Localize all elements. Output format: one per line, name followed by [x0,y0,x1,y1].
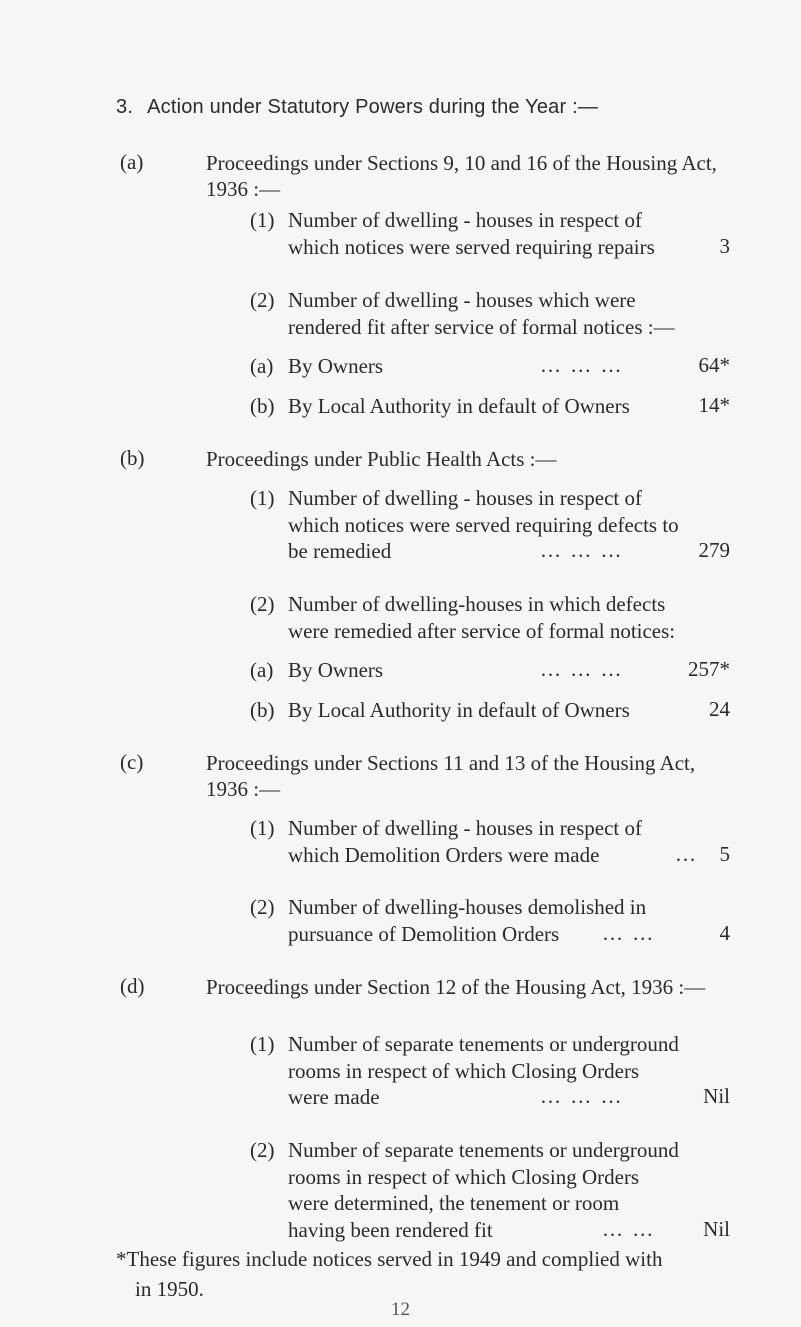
subitem-text: By Local Authority in default of Owners [288,698,630,722]
item-text: Number of dwelling-houses in which defects were remedied after service of formal notices: [288,592,676,643]
section-title: Proceedings under Public Health Acts :— [206,447,557,471]
item-value: Nil [703,1084,730,1108]
section-title: Proceedings under Sections 11 and 13 of the Housing Act, 1936 :— [206,751,696,801]
item-label: (2) [250,1138,275,1162]
item-text: Number of dwelling - houses in respect of which Demolition Orders were made [288,816,642,867]
item-value: 257* [688,657,730,681]
item-value: 64* [698,353,730,377]
section-title: Proceedings under Section 12 of the Housing Act, 1936 :— [206,975,706,999]
item-label: (2) [250,895,275,919]
section-label: (a) [120,150,144,174]
item-value: 279 [698,538,730,562]
item-label: (2) [250,288,275,312]
item-value: Nil [703,1217,730,1241]
item-text: Number of dwelling - houses in respect of which notices were served requiring defects to be remedied [288,486,679,563]
page-number: 12 [391,1299,410,1320]
item-value: 4 [719,921,730,945]
subitem-label: (a) [250,354,274,378]
footnote-line-1: *These figures include notices served in 1949 and complied with [116,1247,663,1271]
item-label: (1) [250,816,275,840]
leader-dots: … … … [540,353,624,377]
subitem-label: (a) [250,658,274,682]
section-label: (b) [120,446,145,470]
subitem-label: (b) [250,394,275,418]
item-label: (1) [250,208,275,232]
leader-dots: … [675,842,698,866]
subitem-text: By Owners [288,354,384,378]
section-label: (d) [120,974,145,998]
item-text: Number of separate tenements or underground rooms in respect of which Closing Orders were made [288,1032,679,1109]
item-value: 5 [719,842,730,866]
subitem-text: By Owners [288,658,384,682]
item-value: 3 [719,234,730,258]
item-label: (2) [250,592,275,616]
heading-text: Action under Statutory Powers during the Year :— [147,96,599,118]
subitem-label: (b) [250,698,275,722]
footnote-line-2: in 1950. [135,1277,204,1301]
item-label: (1) [250,1032,275,1056]
item-value: 14* [698,393,730,417]
item-value: 24 [709,697,730,721]
item-label: (1) [250,486,275,510]
item-text: Number of separate tenements or underground rooms in respect of which Closing Orders were determined, the tenement or room having been rendered fit [288,1138,679,1242]
leader-dots: … … [602,921,656,945]
section-heading [116,96,598,119]
item-text: Number of dwelling-houses demolished in pursuance of Demolition Orders [288,895,647,946]
subitem-text: By Local Authority in default of Owners [288,394,630,418]
leader-dots: … … … [540,657,624,681]
footnote [116,1244,736,1304]
item-text: Number of dwelling - houses which were rendered fit after service of formal notices :— [288,288,675,339]
leader-dots: … … … [540,538,624,562]
leader-dots: … … … [540,1084,624,1108]
section-label: (c) [120,750,144,774]
leader-dots: … … [602,1217,656,1241]
section-title: Proceedings under Sections 9, 10 and 16 of the Housing Act, 1936 :— [206,151,717,201]
item-text: Number of dwelling - houses in respect of which notices were served requiring repairs [288,208,655,259]
heading-number: 3. [116,96,134,118]
